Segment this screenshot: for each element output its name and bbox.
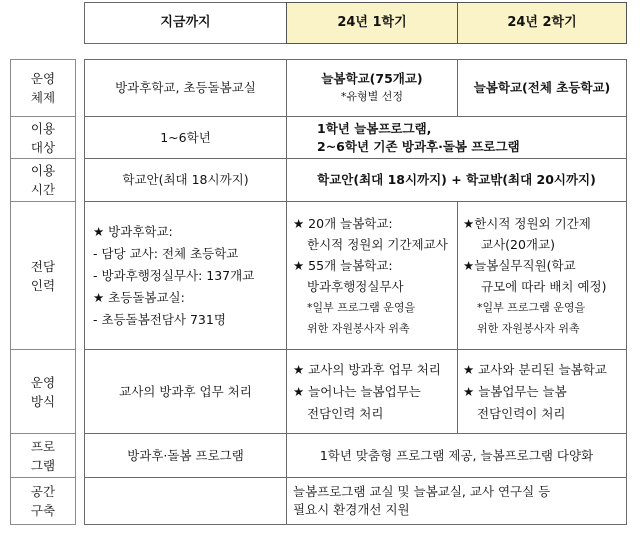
row-label-operation-system: 운영 체제 — [10, 59, 76, 117]
target-current: 1~6학년 — [84, 116, 287, 159]
header-sem1: 24년 1학기 — [286, 2, 458, 44]
header-current: 지금까지 — [84, 2, 287, 44]
program-current: 방과후·돌봄 프로그램 — [84, 433, 287, 478]
hours-new: 학교안(최대 18시까지) + 학교밖(최대 20시까지) — [286, 158, 627, 202]
space-new: 늘봄프로그램 교실 및 늘봄교실, 교사 연구실 등 필요시 환경개선 지원 — [286, 477, 627, 525]
header-sem2: 24년 2학기 — [457, 2, 627, 44]
method-sem1: ★ 교사의 방과후 업무 처리 ★ 늘어나는 늘봄업무는 전담인력 처리 — [286, 349, 458, 434]
staff-current: ★ 방과후학교: - 담당 교사: 전체 초등학교 - 방과후행정실무사: 137개교 ★ 초등돌봄교실: - 초등돌봄전담사 731명 — [84, 201, 287, 350]
method-sem2: ★ 교사와 분리된 늘봄학교 ★ 늘봄업무는 늘봄 전담인력이 처리 — [457, 349, 627, 434]
row-label-method: 운영 방식 — [10, 349, 76, 434]
operation-system-sem1: 늘봄학교(75개교) *유형별 선정 — [286, 59, 458, 117]
target-new: 1학년 늘봄프로그램, 2~6학년 기존 방과후·돌봄 프로그램 — [286, 116, 627, 159]
row-label-program: 프로 그램 — [10, 433, 76, 478]
row-label-space: 공간 구축 — [10, 477, 76, 525]
staff-sem2: ★한시적 정원외 기간제 교사(20개교) ★늘봄실무직원(학교 규모에 따라 배치 예정) *일부 프로그램 운영을 위한 자원봉사자 위촉 — [457, 201, 627, 350]
row-label-hours: 이용 시간 — [10, 158, 76, 202]
space-current — [84, 477, 287, 525]
operation-system-current: 방과후학교, 초등돌봄교실 — [84, 59, 287, 117]
operation-system-sem2: 늘봄학교(전체 초등학교) — [457, 59, 627, 117]
row-label-staff: 전담 인력 — [10, 201, 76, 350]
staff-sem1: ★ 20개 늘봄학교: 한시적 정원외 기간제교사 ★ 55개 늘봄학교: 방과후행정실무사 *일부 프로그램 운영을 위한 자원봉사자 위촉 — [286, 201, 458, 350]
method-current: 교사의 방과후 업무 처리 — [84, 349, 287, 434]
program-new: 1학년 맞춤형 프로그램 제공, 늘봄프로그램 다양화 — [286, 433, 627, 478]
row-label-target: 이용 대상 — [10, 116, 76, 159]
hours-current: 학교안(최대 18시까지) — [84, 158, 287, 202]
